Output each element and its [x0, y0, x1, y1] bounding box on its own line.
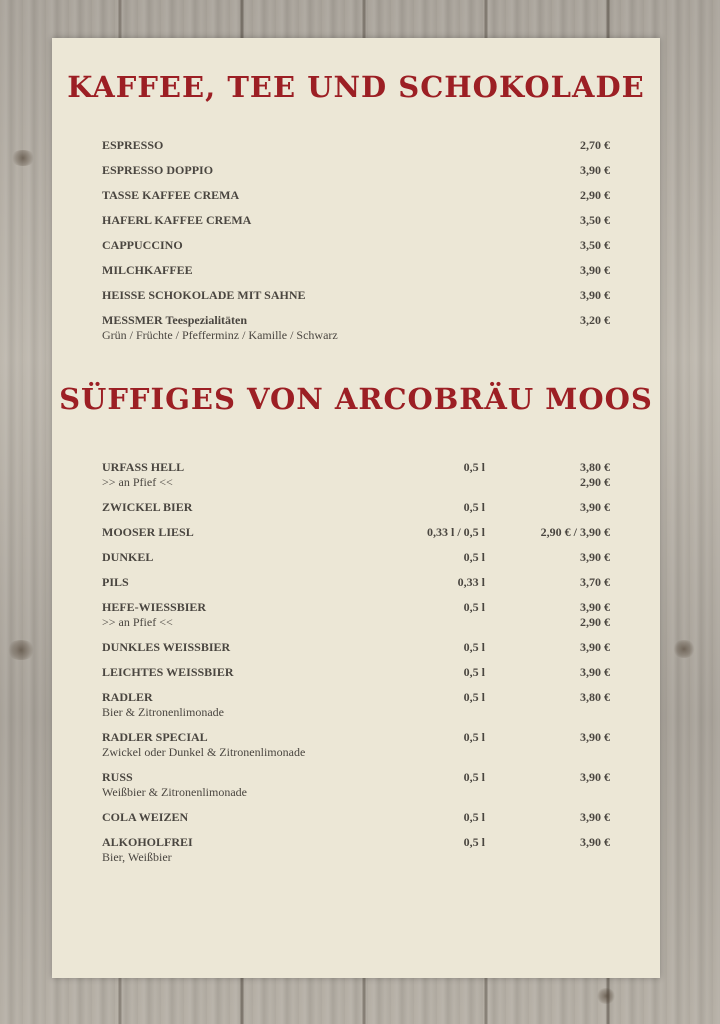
menu-item [102, 600, 610, 630]
item-price: 3,50 € [580, 213, 610, 227]
item-price: 3,90 € [580, 163, 610, 177]
menu-item [102, 835, 610, 865]
item-name: HAFERL KAFFEE CREMA [102, 213, 252, 227]
item-name: MILCHKAFFEE [102, 263, 193, 277]
item-volume: 0,5 l [463, 730, 485, 744]
item-price: 3,90 € [580, 550, 610, 564]
item-price: 3,90 € [580, 730, 610, 744]
item-price-secondary: 2,90 € [580, 475, 610, 489]
item-name: URFASS HELL [102, 460, 185, 474]
item-description: Zwickel oder Dunkel & Zitronenlimonade [102, 745, 306, 759]
item-price: 3,90 € [580, 770, 610, 784]
item-volume: 0,5 l [463, 835, 485, 849]
item-volume: 0,5 l [463, 665, 485, 679]
item-name: ESPRESSO [102, 138, 164, 152]
item-price: 3,90 € [580, 288, 610, 302]
item-price: 2,90 € [580, 188, 610, 202]
item-price: 3,20 € [580, 313, 610, 327]
item-name: DUNKLES WEISSBIER [102, 640, 231, 654]
item-name: RUSS [102, 770, 133, 784]
item-volume: 0,5 l [463, 690, 485, 704]
item-price: 2,70 € [580, 138, 610, 152]
item-name: PILS [102, 575, 129, 589]
item-price: 3,90 € [580, 810, 610, 824]
menu-card [52, 38, 660, 978]
section-title-coffee: KAFFEE, TEE UND SCHOKOLADE [67, 70, 645, 104]
item-name: ZWICKEL BIER [102, 500, 193, 514]
item-price: 3,90 € [580, 665, 610, 679]
menu-item [102, 690, 610, 720]
menu-item [102, 770, 610, 800]
item-name: ESPRESSO DOPPIO [102, 163, 214, 177]
item-name: COLA WEIZEN [102, 810, 189, 824]
item-description: >> an Pfief << [102, 475, 173, 489]
item-volume: 0,5 l [463, 550, 485, 564]
wood-knot [596, 988, 616, 1004]
item-price: 3,90 € [580, 835, 610, 849]
item-price-secondary: 2,90 € [580, 615, 610, 629]
item-volume: 0,5 l [463, 500, 485, 514]
item-price: 3,70 € [580, 575, 610, 589]
item-name: LEICHTES WEISSBIER [102, 665, 234, 679]
item-volume: 0,5 l [463, 600, 485, 614]
item-volume: 0,5 l [463, 770, 485, 784]
item-name: TASSE KAFFEE CREMA [102, 188, 240, 202]
item-price: 3,90 € [580, 263, 610, 277]
menu-item [102, 313, 610, 343]
item-price: 3,90 € [580, 640, 610, 654]
item-name: CAPPUCCINO [102, 238, 183, 252]
section-title-beer: SÜFFIGES VON ARCOBRÄU MOOS [59, 382, 653, 416]
item-description: Grün / Früchte / Pfefferminz / Kamille / Schwarz [102, 328, 338, 342]
item-description: Bier & Zitronenlimonade [102, 705, 224, 719]
item-name: HEISSE SCHOKOLADE MIT SAHNE [102, 288, 306, 302]
wood-knot [6, 640, 36, 660]
item-volume: 0,5 l [463, 640, 485, 654]
item-description: >> an Pfief << [102, 615, 173, 629]
item-name: RADLER [102, 690, 153, 704]
menu-item [102, 460, 610, 490]
item-volume: 0,33 l / 0,5 l [426, 525, 485, 539]
item-description: Bier, Weißbier [102, 850, 172, 864]
item-price: 3,90 € [580, 600, 610, 614]
menu-item [102, 730, 610, 760]
item-volume: 0,33 l [457, 575, 485, 589]
item-name: HEFE-WIESSBIER [102, 600, 207, 614]
item-description: Weißbier & Zitronenlimonade [102, 785, 247, 799]
item-price: 3,80 € [580, 690, 610, 704]
item-price: 3,50 € [580, 238, 610, 252]
item-name: MOOSER LIESL [102, 525, 194, 539]
item-volume: 0,5 l [463, 460, 485, 474]
item-price: 3,90 € [580, 500, 610, 514]
item-name: DUNKEL [102, 550, 154, 564]
item-name-brand: MESSMER [102, 313, 163, 327]
wood-knot [10, 150, 36, 166]
item-name: ALKOHOLFREI [102, 835, 193, 849]
wood-knot [672, 640, 696, 658]
item-name-tail: Teespezialitäten [162, 313, 248, 327]
item-volume: 0,5 l [463, 810, 485, 824]
item-name [102, 313, 247, 328]
item-name: RADLER SPECIAL [102, 730, 208, 744]
item-price: 3,80 € [580, 460, 610, 474]
item-price: 2,90 € / 3,90 € [540, 525, 610, 539]
